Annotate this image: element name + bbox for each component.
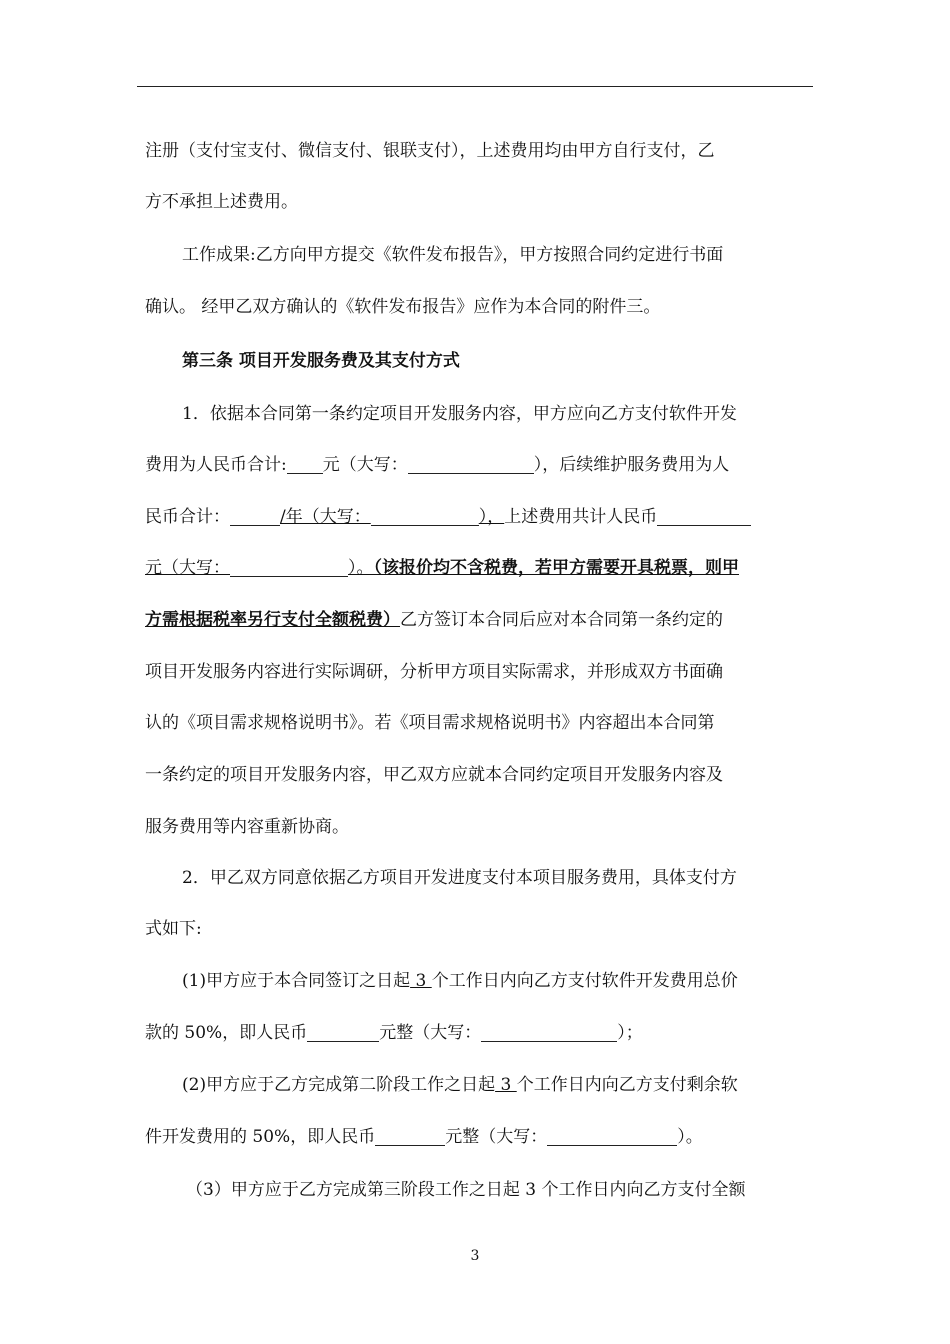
text-segment: 上述费用共计人民币	[504, 507, 658, 527]
paragraph-line: 服务费用等内容重新协商。	[145, 817, 349, 837]
amount-words-blank	[547, 1127, 677, 1146]
paragraph-line	[145, 505, 751, 529]
paragraph-line	[182, 969, 738, 993]
section-heading: 第三条 项目开发服务费及其支付方式	[182, 351, 460, 371]
amount-blank	[657, 507, 751, 526]
paragraph-line	[145, 556, 739, 580]
paragraph-line: 注册（支付宝支付、微信支付、银联支付），上述费用均由甲方自行支付，乙	[145, 141, 715, 161]
paragraph-line: 2．甲乙双方同意依据乙方项目开发进度支付本项目服务费用，具体支付方	[182, 868, 737, 888]
tax-note: 方需根据税率另行支付全额税费）	[145, 610, 400, 630]
amount-blank	[375, 1127, 445, 1146]
text-segment: 款的 50%，即人民币	[145, 1023, 308, 1043]
amount-blank	[307, 1023, 379, 1042]
amount-words-blank	[230, 558, 348, 577]
tax-note: （该报价均不含税费，若甲方需要开具税票，则甲	[373, 558, 739, 578]
text-segment: 乙方签订本合同后应对本合同第一条约定的	[400, 610, 723, 630]
text-segment: 元整（大写：	[379, 1023, 482, 1043]
text-segment: ）。	[348, 558, 374, 578]
text-segment: (2)甲方应于乙方完成第二阶段工作之日起	[182, 1075, 496, 1095]
text-segment: 个工作日内向乙方支付软件开发费用总价	[431, 971, 738, 991]
amount-blank	[230, 507, 280, 526]
days-value: 3	[410, 971, 432, 991]
text-segment: 元（大写：	[145, 558, 230, 578]
days-value: 3	[495, 1075, 517, 1095]
paragraph-line	[145, 1021, 643, 1045]
paragraph-line	[145, 1125, 703, 1149]
text-segment: ）；	[617, 1023, 643, 1043]
text-segment: 民币合计：	[145, 507, 230, 527]
text-segment: ）。	[677, 1127, 703, 1147]
text-segment: ），	[478, 507, 505, 527]
paragraph-line: 一条约定的项目开发服务内容，甲乙双方应就本合同约定项目开发服务内容及	[145, 765, 723, 785]
text-segment: ），后续维护服务费用为人	[533, 455, 730, 475]
paragraph-line: 工作成果:乙方向甲方提交《软件发布报告》，甲方按照合同约定进行书面	[182, 245, 724, 265]
page-number: 3	[470, 1248, 480, 1264]
paragraph-line	[145, 608, 723, 632]
paragraph-line: 认的《项目需求规格说明书》。若《项目需求规格说明书》内容超出本合同第	[145, 713, 715, 733]
amount-words-blank	[371, 507, 479, 526]
paragraph-line	[182, 1073, 738, 1097]
paragraph-line: 确认。 经甲乙双方确认的《软件发布报告》应作为本合同的附件三。	[145, 297, 661, 317]
text-segment: 元（大写：	[322, 455, 408, 475]
text-segment: (1)甲方应于本合同签订之日起	[182, 971, 411, 991]
paragraph-line: 项目开发服务内容进行实际调研，分析甲方项目实际需求，并形成双方书面确	[145, 662, 723, 682]
text-segment: 费用为人民币合计:	[145, 455, 287, 475]
paragraph-line	[145, 453, 729, 477]
paragraph-line: 方不承担上述费用。	[145, 192, 298, 212]
text-segment: /年（大写：	[280, 507, 371, 527]
paragraph-line: 式如下:	[145, 919, 202, 939]
amount-blank	[287, 455, 323, 474]
header-rule	[137, 86, 813, 87]
amount-words-blank	[481, 1023, 617, 1042]
text-segment: 个工作日内向乙方支付剩余软	[516, 1075, 738, 1095]
text-segment: 元整（大写：	[445, 1127, 548, 1147]
paragraph-line: （3）甲方应于乙方完成第三阶段工作之日起 3 个工作日内向乙方支付全额	[186, 1180, 746, 1200]
text-segment: 件开发费用的 50%，即人民币	[145, 1127, 376, 1147]
paragraph-line: 1．依据本合同第一条约定项目开发服务内容，甲方应向乙方支付软件开发	[182, 404, 737, 424]
amount-words-blank	[408, 455, 534, 474]
